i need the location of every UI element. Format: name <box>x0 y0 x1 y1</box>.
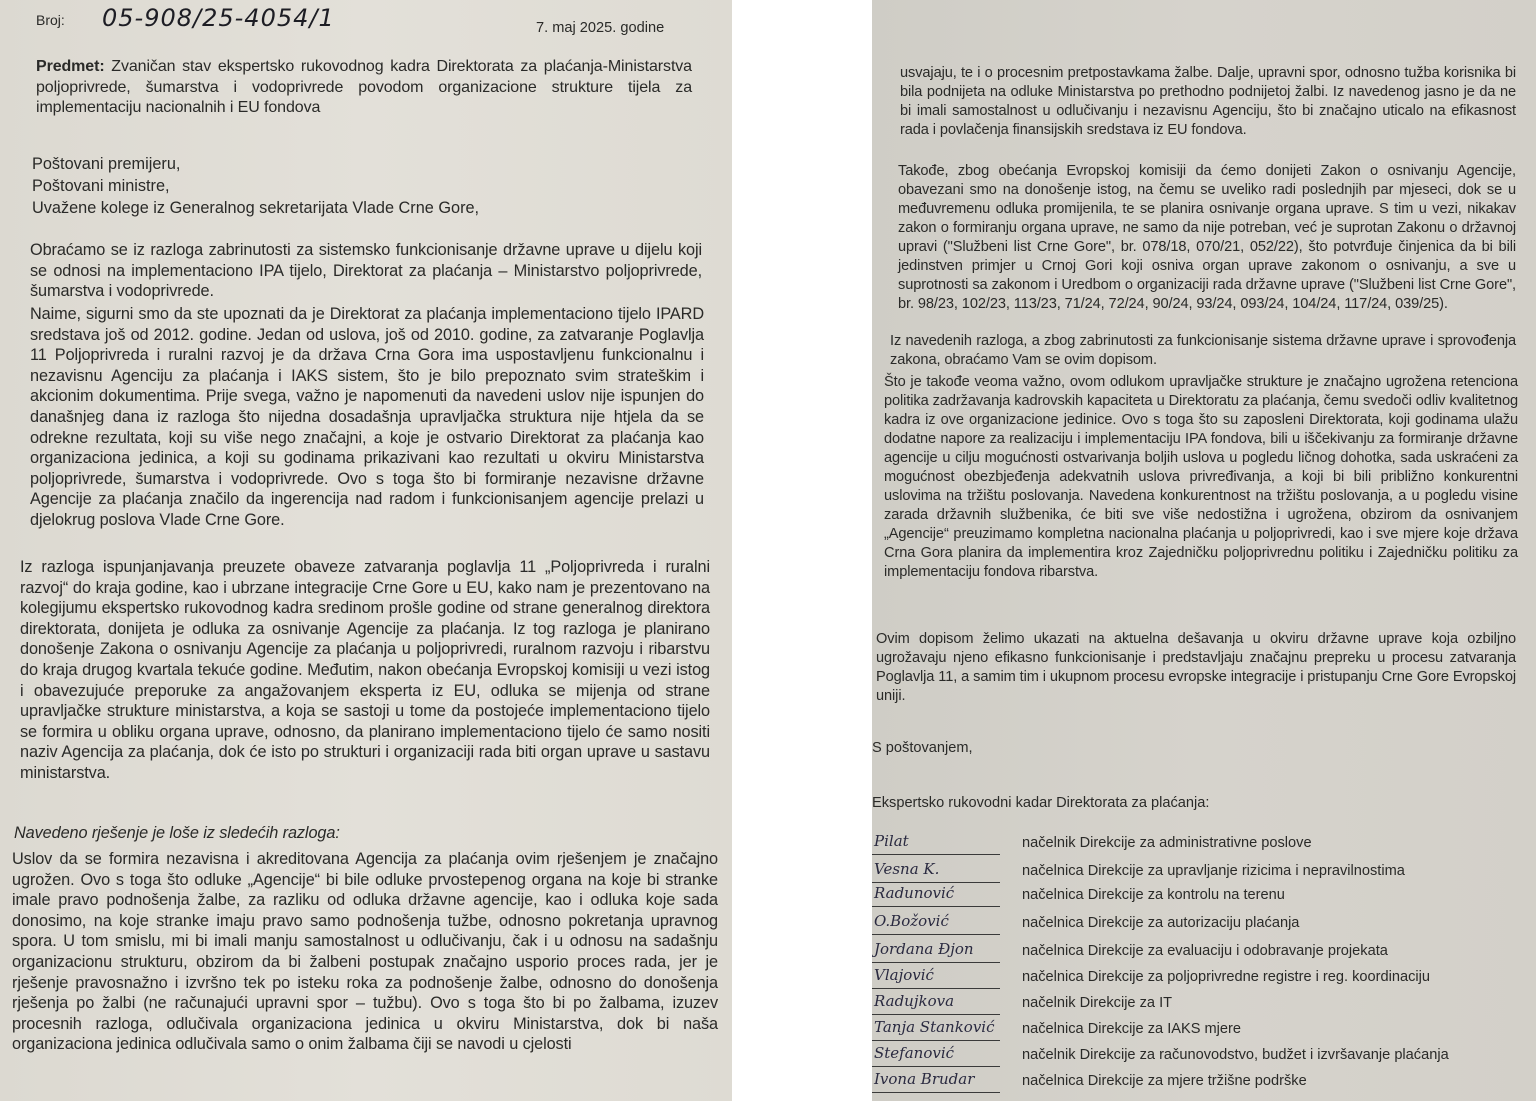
document-date: 7. maj 2025. godine <box>536 20 665 36</box>
signatory-title: načelnica Direkcije za kontrolu na terenu <box>1022 887 1285 903</box>
signatory-row <box>872 1044 1536 1072</box>
signatories-list <box>872 832 1536 1101</box>
signature: Ivona Brudar <box>872 1070 1000 1093</box>
paragraph-retention: Što je takođe veoma važno, ovom odlukom upravljačke strukture je značajno ugrožena retenciona politika zadržavanja kadrovskih kapaciteta u Direktoratu za plaćanja, čemu svedoči odliv kvalitetnog kadra iz ove organizacione jedinice. Ovo s toga što su zaposleni Direktorata, koji godinama ulažu dodatne napore za realizaciju i implementaciju IPA fondova, bili u iščekivanju za formiranje državne agencije u cilju mogućnosti ostvarivanja boljih uslova u pogledu ličnog dohotka, sada uskraćeni za mogućnost obezbjeđenja adekvatnih uslova privređivanja, a koji bi bili približno konkurentni uslovima na tržištu poslovanja. Navedena konkurentnost na tržištu poslovanja, a u pogledu visine zarada državnih službenika, će biti sve više nedostižna i ugrožena, obzirom da osnivanjem „Agencije“ preuzimamo kompletna nacionalna plaćanja u poljoprivredi, kao i sve mjere koje država Crna Gora planira da implementira kroz Zajedničku poljoprivrednu politiku i Zajedničku politiku za implementaciju fondova ribarstva. <box>884 374 1518 580</box>
signatory-title: načelnica Direkcije za mjere tržišne podrške <box>1022 1073 1307 1089</box>
italic-heading: Navedeno rješenje je loše iz sledećih razloga: <box>14 824 340 842</box>
signature: Jordana Đjon <box>872 940 1000 963</box>
document-page-2 <box>872 0 1536 1101</box>
signatory-title: načelnica Direkcije za upravljanje rizicima i nepravilnostima <box>1022 863 1405 879</box>
signatory-row <box>872 884 1536 912</box>
signature: Stefanović <box>872 1044 1000 1067</box>
salutation-minister: Poštovani ministre, <box>32 177 170 195</box>
signatory-title: načelnik Direkcije za administrativne poslove <box>1022 835 1312 851</box>
signature: Vlajović <box>872 966 1000 989</box>
signatory-row <box>872 1018 1536 1046</box>
signature: Radujkova <box>872 992 1000 1015</box>
salutations <box>32 153 479 219</box>
handwritten-reference-number: 05-908/25-4054/1 <box>102 4 335 32</box>
paragraph-intro: Obraćamo se iz razloga zabrinutosti za sistemsko funkcionisanje državne uprave u dijelu koji se odnosi na implementaciono IPA tijelo, Direktorat za plaćanja – Ministarstvo poljoprivrede, šumarstva i vodoprivrede. <box>30 241 702 301</box>
paragraph-conclusion: Ovim dopisom želimo ukazati na aktuelna dešavanja u okviru državne uprave koja ozbiljno ugrožavaju njeno efikasno funkcionisanje i predstavljaju značajnu prepreku u procesu zatvaranja Poglavlja 11, a samim tim i ukupnom procesu evropske integracije i pristupanju Crne Gore Evropskoj uniji. <box>876 631 1516 704</box>
signatory-row <box>872 992 1536 1020</box>
salutation-colleagues: Uvažene kolege iz Generalnog sekretarijata Vlade Crne Gore, <box>32 199 480 217</box>
number-label: Broj: <box>36 12 65 28</box>
document-page-1 <box>0 0 732 1101</box>
signatory-title: načelnik Direkcije za IT <box>1022 995 1173 1011</box>
subject-text: Zvaničan stav ekspertsko rukovodnog kadra Direktorata za plaćanja-Ministarstva poljoprivrede, šumarstva i vodoprivrede povodom organizacione strukture tijela za implementaciju nacionalnih i EU fondova <box>36 58 692 116</box>
signatory-title: načelnica Direkcije za autorizaciju plaćanja <box>1022 915 1300 931</box>
salutation-premier: Poštovani premijeru, <box>32 155 181 173</box>
subject-label: Predmet: <box>36 58 105 75</box>
signatory-row <box>872 912 1536 940</box>
signature: O.Božović <box>872 912 1000 935</box>
signature: Radunović <box>872 884 1000 907</box>
signatories-heading: Ekspertsko rukovodni kadar Direktorata za plaćanja: <box>872 795 1210 811</box>
signatory-title: načelnica Direkcije za evaluaciju i odobravanje projekata <box>1022 943 1388 959</box>
signature: Vesna K. <box>872 860 1000 883</box>
paragraph-concern: Iz navedenih razloga, a zbog zabrinutosti za funkcionisanje sistema državne uprave i sprovođenja zakona, obraćamo Vam se ovim dopisom. <box>890 333 1516 368</box>
signatory-title: načelnik Direkcije za računovodstvo, budžet i izvršavanje plaćanja <box>1022 1047 1449 1063</box>
signature: Tanja Stanković <box>872 1018 1000 1041</box>
signatory-row <box>872 1070 1536 1098</box>
signatory-title: načelnica Direkcije za IAKS mjere <box>1022 1021 1241 1037</box>
paragraph-appeals: usvajaju, te i o procesnim pretpostavkama žalbe. Dalje, upravni spor, odnosno tužba korisnika bi bila podnijeta na odluke Ministarstva po prethodno podnijetoj žalbi. Iz navedenog jasno je da ne bi imali samostalnost u odlučivanju i nezavisnu Agenciju, što bi značajno uticalo na efikasnost rada i povlačenja finansijskih sredstava iz EU fondova. <box>900 65 1516 138</box>
signatory-title: načelnica Direkcije za poljoprivredne registre i reg. koordinaciju <box>1022 969 1431 985</box>
paragraph-law: Takođe, zbog obećanja Evropskoj komisiji da ćemo donijeti Zakon o osnivanju Agencije, obavezani smo na donošenje istog, na čemu se uveliko radi poslednjih par mjeseci, dok se u međuvremenu odluka promijenila, te se planira osnivanje organa uprave. S tim u vezi, nikakav zakon o formiranju organa uprave, ne samo da nije potreban, već je suprotan Zakonu o državnoj upravi ("Službeni list Crne Gore", br. 078/18, 070/21, 052/22), što potvrđuje činjenica da bi bili jedinstven primjer u Crnoj Gori koji osniva organ uprave zakonom o osnivanju, a sve u suprotnosti sa zakonom i Uredbom o organizaciji rada državne uprave ("Službeni list Crne Gore", br. 98/23, 102/23, 113/23, 71/24, 72/24, 90/24, 93/24, 093/24, 104/24, 117/24, 039/25). <box>898 163 1516 312</box>
signatory-row <box>872 940 1536 968</box>
subject-block <box>36 57 692 119</box>
paragraph-decision: Iz razloga ispunjanjavanja preuzete obaveze zatvaranja poglavlja 11 „Poljoprivreda i ruralni razvoj“ do kraja godine, kao i ubrzane integracije Crne Gore u EU, kako nam je prezentovano na kolegijumu ekspertsko rukovodnog kadra sredinom prošle godine od strane generalnog direktora direktorata, donijeta je odluka za osnivanje Agencije za plaćanja. Iz tog razloga je planirano donošenje Zakona o osnivanju Agencije za plaćanja u poljoprivredi, ruralnom razvoju i ribarstvu do kraja drugog kvartala tekuće godine. Međutim, nakon obećanja Evropskoj komisiji u vezi istog i obavezujuće preporuke za angažovanjem eksperta iz EU, odluka se mijenja od strane upravljačke strukture ministarstva, a koja se sastoji u tome da postojeće implementaciono tijelo se formira u obliku organa uprave, odnosno, da planirano implementaciono tijelo će samo nositi naziv Agencija za plaćanja, dok će isto po strukturi i organizaciji rada biti organ uprave u sastavu ministarstva. <box>20 558 710 782</box>
paragraph-reasons: Uslov da se formira nezavisna i akreditovana Agencija za plaćanja ovim rješenjem je značajno ugrožen. Ovo s toga što odluke „Agencije“ bi bile odluke prvostepenog organa na koje bi stranke imale pravo podnošenja žalbe, za razliku od odluka državne agencije, kao i odluka koje sada donosimo, na koje stranke imaju pravo samo podnošenja tužbe, odnosno pokretanja upravnog spora. U tom smislu, mi bi imali manju samostalnost u odlučivanju, čak i u odnosu na sadašnju organizacionu strukturu, obzirom da bi žalbeni postupak značajno usporio proces rada, jer je rješenje pravosnažno i izvršno tek po isteku roka za podnošenje žalbe, odnosno do donošenja rješenja po žalbi (ne računajući upravni spor – tužbu). Ovo s toga što bi po žalbama, izuzev procesnih razloga, odlučivala organizaciona jedinica u okviru Ministarstva, dok bi naša organizaciona jedinica odlučivala samo o onim žalbama čiji se navodi u cjelosti <box>12 850 718 1054</box>
signature: Pilat <box>872 832 1000 855</box>
closing: S poštovanjem, <box>872 740 973 756</box>
paragraph-background: Naime, sigurni smo da ste upoznati da je Direktorat za plaćanja implementaciono tijelo IPARD sredstava još od 2012. godine. Jedan od uslova, još od 2010. godine, za zatvaranje Poglavlja 11 Poljoprivreda i ruralni razvoj je da država Crna Gora ima uspostavljenu funkcionalnu i nezavisnu Agenciju za plaćanja i IAKS sistem, što je bilo prepoznato svim strateškim i akcionim dokumentima. Prije svega, važno je napomenuti da navedeni uslov nije ispunjen do današnjeg dana iz razloga što nijedna dosadašnja upravljačka struktura nije htjela da se odrekne rezultata, koji su više nego značajni, a koje je ostvario Direktorat za plaćanja kao organizaciona jedinica, a koji su godinama prikazivani kao rezultati u okviru Ministarstva poljoprivrede, šumarstva i vodoprivrede. Ovo s toga što bi formiranje nezavisne državne Agencije za plaćanja značilo da ingerencija nad radom i funkcionisanjem agencije prelazi u djelokrug poslova Vlade Crne Gore. <box>30 305 704 529</box>
signatory-row <box>872 966 1536 994</box>
signatory-row <box>872 832 1536 860</box>
